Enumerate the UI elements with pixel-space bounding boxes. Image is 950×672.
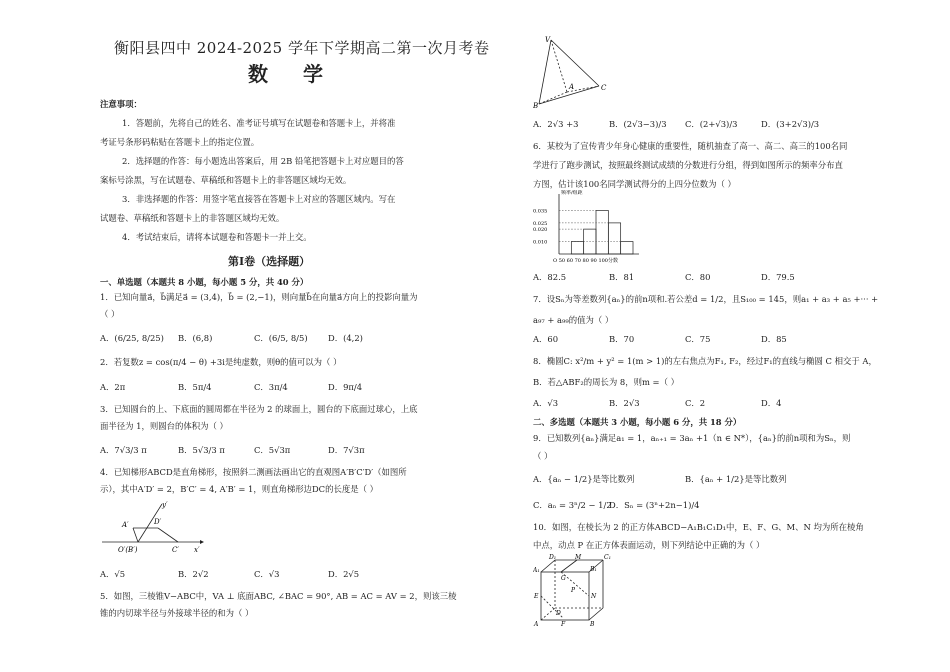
q7-option-a: A．60: [533, 334, 559, 344]
q7-option-d: D．85: [761, 334, 787, 344]
cube-edge: [589, 608, 603, 620]
q6-option-b: B．81: [609, 272, 635, 282]
q3-option-d: D．7√3π: [328, 445, 365, 455]
q6-stem: 方图，估计该100名同学测试得分的上四分位数为（ ）: [533, 179, 736, 189]
q6-stem: 学进行了跑步测试，按照最终测试成绩的分数进行分组，得到如图所示的频率分布直: [533, 160, 843, 170]
section-heading: 一、单选题（本题共 8 小题，每小题 5 分，共 40 分）: [100, 277, 309, 287]
label-b: B: [533, 102, 539, 110]
x-tick-labels: O 50 60 70 80 90 100分数: [553, 258, 618, 264]
label-d: D′: [154, 518, 162, 526]
label-m: M: [575, 554, 582, 561]
cube-edge: [541, 608, 555, 620]
q9-option-c: C．aₙ = 3ⁿ/2 − 1/2: [533, 500, 612, 510]
cube-inner-line: [561, 560, 577, 572]
q10-stem: 中点，动点 P 在正方体表面运动，则下列结论中正确的为（ ）: [533, 540, 765, 550]
q4-option-a: A．√5: [100, 569, 126, 579]
note-line: 考证号条形码粘贴在答题卡上的指定位置。: [100, 137, 260, 147]
exam-title: 衡阳县四中 2024-2025 学年下学期高二第一次月考卷: [114, 39, 490, 57]
trapezoid-side-ab: [133, 528, 138, 542]
edge-vb: [539, 40, 551, 104]
label-a1: A₁: [533, 567, 540, 574]
q7-option-c: C．75: [685, 334, 711, 344]
q5-figure: [533, 34, 613, 110]
q3-stem: 面半径为 1，则圆台的体积为（ ）: [100, 421, 228, 431]
label-b: B: [590, 621, 595, 628]
q8-option-a: A．√3: [533, 398, 559, 408]
section-heading: 二、多选题（本题共 3 小题，每小题 6 分，共 18 分）: [533, 417, 742, 427]
q4-option-b: B．2√2: [178, 569, 209, 579]
q8-option-b: B．2√3: [609, 398, 640, 408]
edge-ab: [539, 92, 567, 104]
y-tick-label: 0.035: [533, 208, 548, 215]
q3-option-c: C．5√3π: [254, 445, 291, 455]
q9-option-b: B．{aₙ + 1/2}是等比数列: [685, 474, 787, 484]
subject-title: 数 学: [248, 62, 337, 86]
q5-option-c: C．(2+√3)/3: [685, 119, 738, 129]
q8-option-c: C．2: [685, 398, 706, 408]
label-b1: B₁: [590, 566, 597, 573]
label-c: C′: [172, 546, 179, 554]
histogram-bar: [608, 223, 620, 254]
q1-option-a: A．(6/25, 8/25): [100, 333, 164, 343]
q9-option-a: A．{aₙ − 1/2}是等比数列: [533, 474, 635, 484]
q5-option-b: B．(2√3−3)/3: [609, 119, 667, 129]
trapezoid-side-dc: [158, 528, 178, 542]
label-a: A′: [122, 521, 129, 529]
q3-option-b: B．5√3/3 π: [178, 445, 225, 455]
q4-figure: [100, 498, 210, 556]
label-x: x′: [194, 546, 200, 554]
label-c: C: [601, 84, 607, 92]
q5-option-d: D．(3+2√3)/3: [761, 119, 820, 129]
q1-stem: （ ）: [100, 309, 120, 319]
y-tick-label: 0.020: [533, 227, 548, 234]
note-line: 1．答题前，先将自己的姓名、准考证号填写在试题卷和答题卡上，并将准: [122, 118, 396, 128]
q5-stem: 5．如图，三棱锥V−ABC中，VA ⊥ 底面ABC, ∠BAC = 90°, AB = AC = AV = 2，则该三棱: [100, 591, 457, 601]
q6-option-c: C．80: [685, 272, 711, 282]
q6-stem: 6．某校为了宣传青少年身心健康的重要性，随机抽查了高一、高二、高三的100名同: [533, 141, 848, 151]
q8-stem: 8．椭圆C: x²/m + y² = 1(m > 1)的左右焦点为F₁, F₂，经过F₁的直线与椭圆 C 相交于 A，: [533, 356, 877, 366]
y-tick-label: 0.025: [533, 220, 548, 227]
q2-option-a: A．2π: [100, 382, 126, 392]
q4-option-d: D．2√5: [328, 569, 360, 579]
q5-stem: 锥的内切球半径与外接球半径的和为（ ）: [100, 608, 254, 618]
label-d1: D₁: [549, 554, 557, 561]
cube-edge: [541, 560, 555, 572]
q10-stem: 10．如图，在棱长为 2 的正方体ABCD−A₁B₁C₁D₁中，E、F、G、M、N 均为所在棱角: [533, 522, 864, 532]
part1-title: 第Ⅰ卷（选择题）: [228, 255, 311, 268]
q6-option-a: A．82.5: [533, 272, 567, 282]
q2-stem: 2．若复数z = cos(π/4 − θ) +3i是纯虚数，则θ的值可以为（ ）: [100, 357, 342, 367]
label-f: F: [561, 621, 566, 628]
label-c1: C₁: [604, 554, 611, 561]
note-line: 2．选择题的作答：每小题选出答案后，用 2B 铅笔把答题卡上对应题目的答: [122, 156, 404, 166]
note-line: 3．非选择题的作答：用签字笔直接答在答题卡上对应的答题区域内。写在: [122, 194, 396, 204]
q9-stem: （ ）: [533, 451, 553, 461]
q3-option-a: A．7√3/3 π: [100, 445, 147, 455]
q7-stem: 7．设Sₙ为等差数列{aₙ}的前n项和.若公差d = 1/2，且S₁₀₀ = 145，则a₁ + a₃ + a₅ +··· +: [533, 294, 879, 304]
q7-stem: a₉₇ + a₉₉的值为（ ）: [533, 315, 614, 325]
q4-stem: 示），其中A′D′ = 2，B′C′ = 4, A′B′ = 1，则直角梯形边DC的长度是（ ）: [100, 484, 378, 494]
note-line: 4．考试结束后，请将本试题卷和答题卡一并上交。: [122, 232, 312, 242]
q7-option-b: B．70: [609, 334, 635, 344]
y-axis-label: 频率/组距: [561, 190, 583, 196]
label-y: y′: [162, 501, 168, 509]
label-a: A: [534, 621, 539, 628]
q4-stem: 4．已知梯形ABCD是直角梯形，按照斜二测画法画出它的直观图A′B′C′D′（如图所: [100, 467, 407, 477]
q1-option-d: D．(4,2): [328, 333, 363, 343]
note-line: 案标号涂黑，写在试题卷、草稿纸和答题卡上的非答题区域均无效。: [100, 175, 352, 185]
notes-label: 注意事项：: [100, 99, 142, 109]
q1-stem: 1．已知向量a⃗，b⃗满足a⃗ = (3,4)，b⃗ = (2,−1)，则向量b⃗在向量a⃗方向上的投影向量为: [100, 292, 418, 302]
label-g: G: [561, 575, 566, 582]
q2-option-c: C．3π/4: [254, 382, 288, 392]
q1-option-b: B．(6,8): [178, 333, 213, 343]
histogram-bar: [596, 210, 608, 254]
q9-option-d: D．Sₙ = (3ⁿ+2n−1)/4: [609, 500, 700, 510]
q8-stem: B．若△ABF₂的周长为 8，则m =（ ）: [533, 377, 679, 387]
q1-option-c: C．(6/5, 8/5): [254, 333, 308, 343]
note-line: 试题卷、草稿纸和答题卡上的非答题区域均无效。: [100, 213, 285, 223]
q3-stem: 3．已知圆台的上、下底面的圆周都在半径为 2 的球面上，圆台的下底面过球心，上底: [100, 404, 418, 414]
label-d: D: [556, 610, 561, 617]
q5-option-a: A．2√3 +3: [533, 119, 579, 129]
q6-option-d: D．79.5: [761, 272, 795, 282]
y-tick-label: 0.010: [533, 239, 548, 246]
label-v: V: [545, 36, 551, 44]
q2-option-b: B．5π/4: [178, 382, 212, 392]
label-o: O′(B′): [118, 546, 138, 554]
label-e: E: [534, 593, 539, 600]
q10-cube-figure: [533, 552, 613, 628]
histogram-bar: [621, 242, 633, 254]
label-a: A: [569, 83, 575, 91]
label-p: P: [571, 587, 576, 594]
q9-stem: 9．已知数列{aₙ}满足a₁ = 1，aₙ₊₁ = 3aₙ +1（n ∈ N*），{aₙ}的前n项和为Sₙ，则: [533, 433, 851, 443]
q6-histogram: [533, 190, 653, 268]
q8-option-d: D．4: [761, 398, 782, 408]
q4-option-c: C．√3: [254, 569, 280, 579]
x-axis-arrow: [200, 540, 204, 544]
q2-option-d: D．9π/4: [328, 382, 363, 392]
label-n: N: [591, 593, 597, 600]
histogram-bar: [571, 242, 583, 254]
